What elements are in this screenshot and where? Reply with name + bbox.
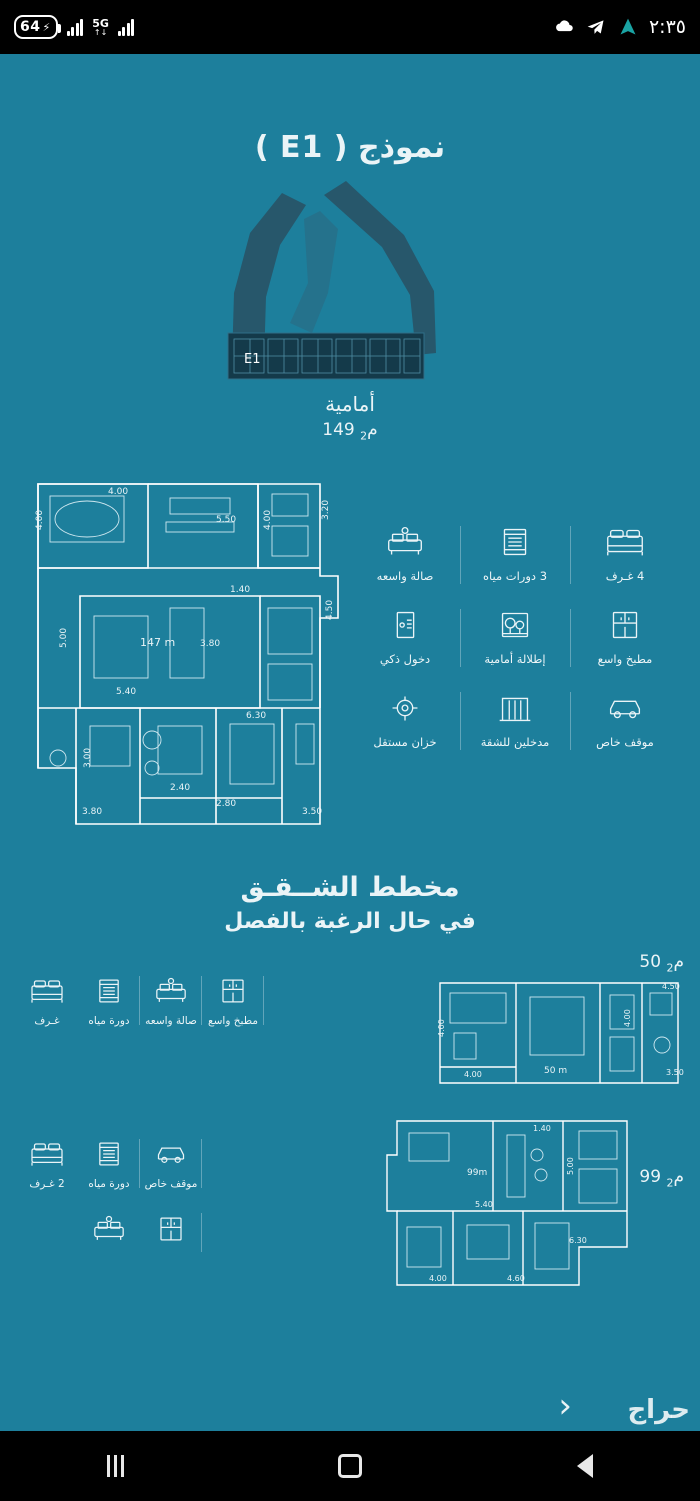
floor-plan-split-b	[383, 1115, 633, 1290]
bed-icon	[27, 974, 67, 1008]
bed-icon	[602, 522, 648, 562]
svg-text:3.00: 3.00	[83, 748, 93, 769]
split-b-area-exp: 2	[666, 1176, 674, 1190]
svg-text:4.00: 4.00	[108, 487, 129, 498]
bathroom-icon	[492, 522, 538, 562]
back-icon[interactable]	[577, 1454, 593, 1478]
split-b-feature-bathroom	[78, 1133, 140, 1194]
svg-text:5.40: 5.40	[116, 687, 137, 698]
feature-label: 3 دورات مياه	[482, 569, 548, 584]
sofa-icon	[89, 1212, 129, 1246]
split-b-area-unit: م	[673, 1166, 684, 1187]
feature-item-two-entrances	[460, 682, 570, 759]
split-b-area-label	[639, 1167, 684, 1189]
split-a-plan-wrap	[434, 952, 684, 1092]
feature-label: إطلالة أمامية	[484, 652, 546, 667]
watermark-logo: حراج	[627, 1395, 690, 1425]
unit-area-unit: م	[367, 420, 378, 440]
feature-label: دخول ذكي	[379, 652, 431, 667]
svg-text:4.60: 4.60	[507, 1273, 526, 1283]
svg-text:5.00: 5.00	[566, 1156, 576, 1175]
split-b-feature-bedrooms	[16, 1133, 78, 1194]
split-a-feature-kitchen	[202, 970, 264, 1031]
kitchen-icon	[602, 605, 648, 645]
car-icon	[602, 688, 648, 728]
bed-icon	[27, 1137, 67, 1171]
floor-plan-main	[20, 468, 350, 838]
feature-label: 2 غـرف	[29, 1177, 65, 1190]
split-a-drawing	[434, 975, 684, 1093]
svg-text:4.00: 4.00	[464, 1069, 482, 1079]
network-type-text: 5G	[92, 16, 109, 30]
feature-item-bedrooms	[570, 516, 680, 593]
feature-label: موقف خاص	[144, 1177, 198, 1190]
split-b-plan-wrap	[383, 1115, 684, 1290]
split-b-feature-parking	[140, 1133, 202, 1194]
feature-item-living	[350, 516, 460, 593]
cloud-icon	[553, 17, 575, 37]
split-a-features	[16, 952, 264, 1031]
sofa-icon	[151, 974, 191, 1008]
svg-text:3.80: 3.80	[200, 639, 221, 650]
svg-text:6.30: 6.30	[569, 1235, 588, 1245]
feature-item-parking	[570, 682, 680, 759]
split-plan-b-row	[0, 1115, 700, 1290]
signal-bars-icon-2	[118, 18, 135, 36]
bathroom-icon	[89, 974, 129, 1008]
floor-plan-split-a	[434, 975, 684, 1093]
split-a-feature-bathroom	[78, 970, 140, 1031]
split-b-feature-kitchen	[140, 1208, 202, 1257]
svg-text:4.00: 4.00	[429, 1273, 448, 1283]
svg-text:4.00: 4.00	[263, 510, 273, 531]
double-door-icon	[492, 688, 538, 728]
svg-text:5.00: 5.00	[59, 628, 69, 649]
unit-area-value: 149	[322, 420, 355, 440]
split-a-area-value: 50	[639, 952, 662, 973]
battery-level: 64	[20, 19, 41, 35]
status-bar-left	[14, 15, 134, 39]
svg-text:4.00: 4.00	[35, 510, 45, 531]
svg-text:147 m: 147 m	[140, 636, 176, 650]
section-heading-line2: في حال الرغبة بالفصل	[224, 909, 476, 935]
feature-label: مطبخ واسع	[208, 1015, 258, 1028]
feature-item-view	[460, 599, 570, 676]
svg-text:99m: 99m	[467, 1167, 488, 1178]
feature-item-kitchen	[570, 599, 680, 676]
svg-text:4.50: 4.50	[662, 981, 680, 991]
recent-apps-icon[interactable]	[107, 1455, 124, 1477]
floor-plan-main-drawing	[20, 468, 350, 838]
car-icon	[151, 1137, 191, 1171]
split-b-drawing	[383, 1115, 633, 1290]
svg-text:1.40: 1.40	[230, 585, 251, 596]
status-bar-right	[553, 16, 686, 38]
status-bar	[0, 0, 700, 54]
split-a-feature-living	[140, 970, 202, 1031]
svg-text:4.50: 4.50	[325, 600, 335, 621]
svg-text:3.20: 3.20	[321, 500, 331, 521]
battery-indicator	[14, 15, 58, 39]
network-type-label	[92, 18, 109, 37]
next-image-arrow[interactable]: ›	[558, 1386, 572, 1426]
feature-label: خزان مستقل	[373, 735, 437, 750]
features-grid	[350, 516, 680, 759]
signal-bars-icon	[67, 18, 84, 36]
svg-text:4.00: 4.00	[623, 1008, 632, 1027]
svg-text:6.30: 6.30	[246, 711, 267, 722]
unit-area-label	[0, 420, 700, 442]
split-a-area-exp: 2	[666, 961, 674, 975]
keyplan-unit-tag: E1	[244, 352, 261, 367]
svg-text:1.40: 1.40	[533, 1123, 552, 1133]
kitchen-icon	[151, 1212, 191, 1246]
keyplan-graphic	[220, 173, 480, 388]
feature-label: دورة مياه	[88, 1015, 130, 1028]
split-a-area-unit: م	[673, 952, 684, 973]
split-a-feature-bedrooms	[16, 970, 78, 1031]
section-heading	[0, 872, 700, 934]
svg-text:5.40: 5.40	[475, 1199, 494, 1209]
svg-text:2.40: 2.40	[170, 783, 191, 794]
location-arrow-icon	[617, 17, 639, 37]
page-title: نموذج ( E1 )	[254, 130, 446, 165]
telegram-icon	[585, 17, 607, 37]
svg-text:3.50: 3.50	[302, 807, 323, 818]
bolt-icon: ⚡	[42, 20, 51, 34]
network-sub-text: ↑↓	[93, 27, 108, 37]
feature-label: صالة واسعه	[145, 1015, 197, 1028]
water-tank-icon	[382, 688, 428, 728]
feature-label: غـرف	[34, 1015, 60, 1028]
feature-label: مطبخ واسع	[597, 652, 653, 667]
svg-text:5.50: 5.50	[216, 515, 237, 526]
image-content	[0, 54, 700, 1431]
feature-item-bathrooms	[460, 516, 570, 593]
feature-item-water-tank	[350, 682, 460, 759]
feature-label: صالة واسعه	[376, 569, 434, 584]
feature-label: 4 غـرف	[605, 569, 645, 584]
android-nav-bar	[0, 1431, 700, 1501]
smart-lock-icon	[382, 605, 428, 645]
home-icon[interactable]	[338, 1454, 362, 1478]
view-trees-icon	[492, 605, 538, 645]
svg-text:3.50: 3.50	[666, 1067, 684, 1077]
kitchen-icon	[213, 974, 253, 1008]
unit-area-exp: 2	[360, 429, 368, 443]
split-b-area-value: 99	[639, 1166, 662, 1187]
svg-text:2.80: 2.80	[216, 799, 237, 810]
bathroom-icon	[89, 1137, 129, 1171]
feature-label: دورة مياه	[88, 1177, 130, 1190]
svg-text:50 m: 50 m	[544, 1065, 568, 1076]
status-clock: ٢:٣٥	[648, 16, 686, 38]
split-a-area-label	[434, 952, 684, 974]
sofa-icon	[382, 522, 428, 562]
orientation-label: أمامية	[325, 392, 375, 416]
main-plan-row	[0, 468, 700, 838]
split-b-features	[16, 1115, 202, 1257]
section-heading-line1: مخطط الشــقـق	[240, 872, 460, 904]
split-plan-a-row	[0, 952, 700, 1092]
feature-label: موقف خاص	[596, 735, 654, 750]
svg-text:3.80: 3.80	[82, 807, 103, 818]
svg-text:4.00: 4.00	[437, 1018, 446, 1037]
split-b-feature-living	[78, 1208, 140, 1257]
feature-label: مدخلين للشقة	[480, 735, 550, 750]
building-keyplan	[220, 173, 480, 388]
feature-item-smart-entry	[350, 599, 460, 676]
